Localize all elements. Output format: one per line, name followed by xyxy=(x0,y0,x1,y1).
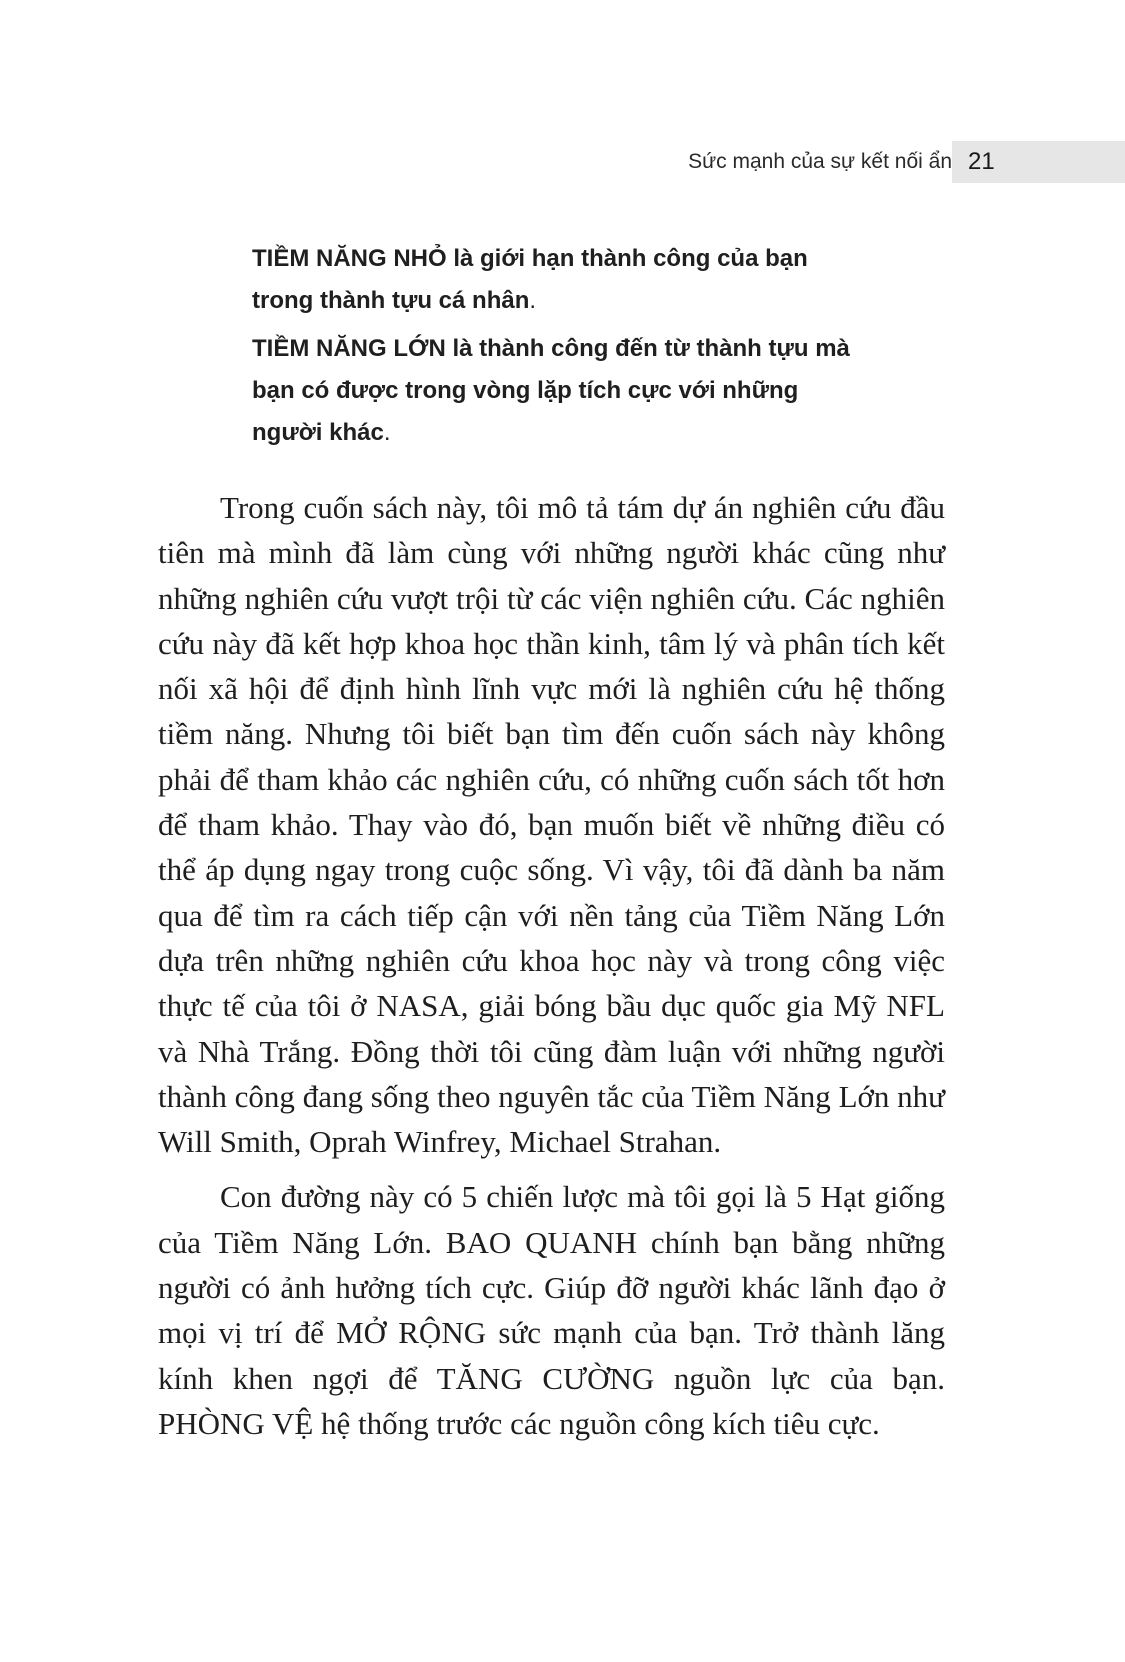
callout-period: . xyxy=(383,419,391,446)
chapter-title: Sức mạnh của sự kết nối ẩn xyxy=(688,150,952,173)
page-number: 21 xyxy=(968,148,995,175)
callout-term: TIỀM NĂNG LỚN xyxy=(252,335,446,362)
callout-big-potential xyxy=(252,328,852,454)
body-text xyxy=(158,485,945,1456)
callout-definition: là giới hạn thành công của bạn trong thành tựu cá nhân xyxy=(252,245,808,314)
running-header xyxy=(0,141,1125,183)
page-number-box xyxy=(952,141,1125,183)
callout-term: TIỀM NĂNG NHỎ xyxy=(252,245,447,272)
callout-period: . xyxy=(529,287,537,314)
callout-small-potential xyxy=(252,238,852,322)
definition-callout xyxy=(252,238,852,460)
callout-definition: là thành công đến từ thành tựu mà bạn có được trong vòng lặp tích cực với những người khác xyxy=(252,335,850,446)
body-paragraph: Con đường này có 5 chiến lược mà tôi gọi là 5 Hạt giống của Tiềm Năng Lớn. BAO QUANH chính bạn bằng những người có ảnh hưởng tích cực. Giúp đỡ người khác lãnh đạo ở mọi vị trí để MỞ RỘNG sức mạnh của bạn. Trở thành lăng kính khen ngợi để TĂNG CƯỜNG nguồn lực của bạn. PHÒNG VỆ hệ thống trước các nguồn công kích tiêu cực. xyxy=(158,1179,945,1441)
body-paragraph: Trong cuốn sách này, tôi mô tả tám dự án nghiên cứu đầu tiên mà mình đã làm cùng với những người khác cũng như những nghiên cứu vượt trội từ các viện nghiên cứu. Các nghiên cứu này đã kết hợp khoa học thần kinh, tâm lý và phân tích kết nối xã hội để định hình lĩnh vực mới là nghiên cứu hệ thống tiềm năng. Nhưng tôi biết bạn tìm đến cuốn sách này không phải để tham khảo các nghiên cứu, có những cuốn sách tốt hơn để tham khảo. Thay vào đó, bạn muốn biết về những điều có thể áp dụng ngay trong cuộc sống. Vì vậy, tôi đã dành ba năm qua để tìm ra cách tiếp cận với nền tảng của Tiềm Năng Lớn dựa trên những nghiên cứu khoa học này và trong công việc thực tế của tôi ở NASA, giải bóng bầu dục quốc gia Mỹ NFL và Nhà Trắng. Đồng thời tôi cũng đàm luận với những người thành công đang sống theo nguyên tắc của Tiềm Năng Lớn như Will Smith, Oprah Winfrey, Michael Strahan. xyxy=(158,490,945,1160)
